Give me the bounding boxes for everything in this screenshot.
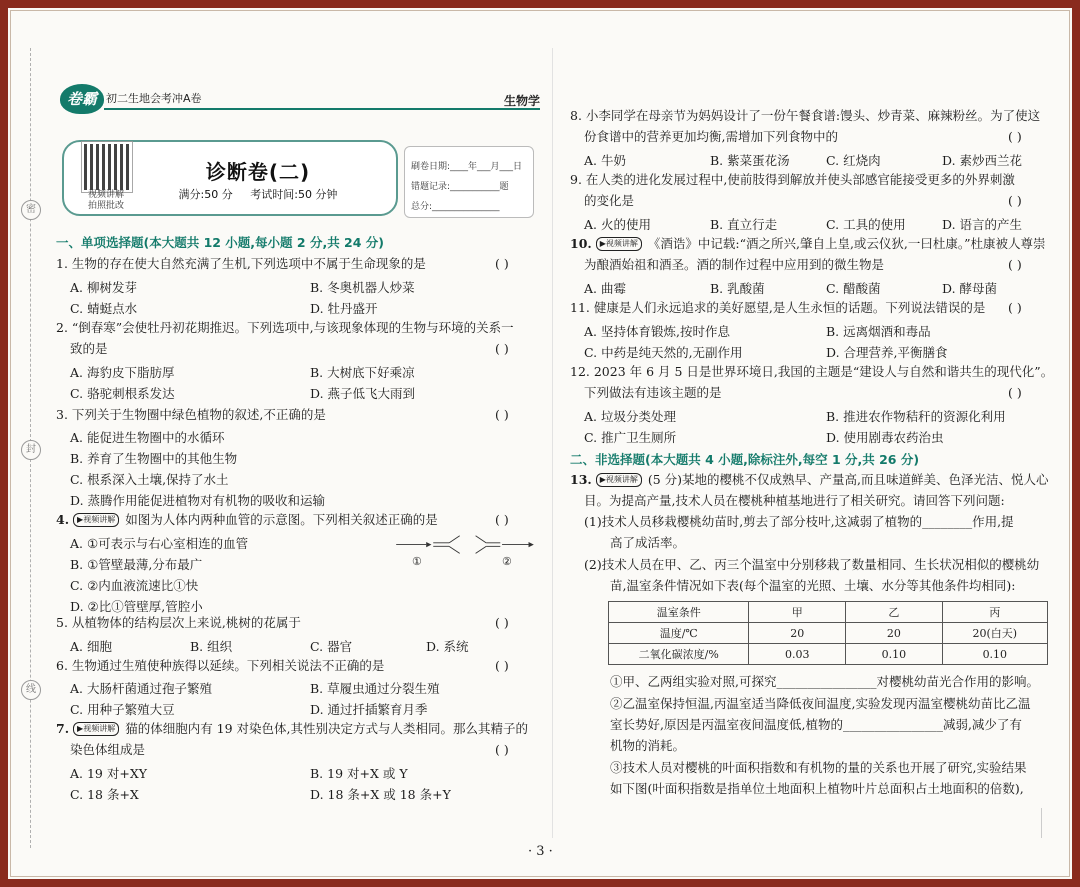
q7-answer-blank[interactable]: ( )	[495, 742, 509, 757]
page-title: 诊断卷(二)	[205, 160, 311, 184]
table-header-cell: 温室条件	[609, 602, 749, 623]
q8-stem-line-2: 份食谱中的营养更加均衡,需增加下列食物中的	[584, 129, 838, 144]
q12-stem-line-1: 12. 2023 年 6 月 5 日是世界环境日,我国的主题是“建设人与自然和谐共生的现代化”。	[570, 364, 1054, 379]
q13-sub2-line-3: 机物的消耗。	[610, 738, 686, 753]
q13-sub3-line-2: 如下图(叶面积指数是指单位土地面积上植物叶片总面积占土地面积的倍数),	[610, 781, 1024, 796]
q4-answer-blank[interactable]: ( )	[495, 512, 509, 527]
q13-number: 13.	[570, 472, 592, 487]
q9-option-b[interactable]: B. 直立行走	[710, 217, 778, 232]
q3-answer-blank[interactable]: ( )	[495, 407, 509, 422]
q13-sub3-line-1: ③技术人员对樱桃的叶面积指数和有机物的量的关系也开展了研究,实验结果	[610, 760, 1027, 775]
fold-mark	[1031, 808, 1042, 838]
greenhouse-table	[608, 601, 1048, 665]
q1-answer-blank[interactable]: ( )	[495, 256, 509, 271]
q5-option-d[interactable]: D. 系统	[426, 639, 469, 654]
video-explain-icon[interactable]: ▶视频讲解	[596, 473, 642, 487]
q3-option-c[interactable]: C. 根系深入土壤,保持了水土	[70, 472, 229, 487]
q1-option-a[interactable]: A. 柳树发芽	[70, 280, 137, 295]
q4-stem	[56, 510, 438, 530]
q1-stem: 1. 生物的存在使大自然充满了生机,下列选项中不属于生命现象的是	[56, 256, 426, 271]
q5-option-a[interactable]: A. 细胞	[70, 639, 112, 654]
q13-part1-line-1[interactable]: (1)技术人员移栽樱桃幼苗时,剪去了部分枝叶,这减弱了植物的________作用,提	[584, 514, 1014, 529]
q13-part2-line-2: 苗,温室条件情况如下表(每个温室的光照、土壤、水分等其他条件均相同):	[610, 578, 1016, 593]
q12-stem-line-2: 下列做法有违该主题的是	[584, 385, 722, 400]
q12-option-b[interactable]: B. 推进农作物秸秆的资源化利用	[826, 409, 1006, 424]
q6-answer-blank[interactable]: ( )	[495, 658, 509, 673]
table-row	[609, 623, 1048, 644]
q11-option-b[interactable]: B. 远离烟酒和毒品	[826, 324, 931, 339]
q7-stem-line-1	[56, 719, 528, 739]
q4-option-d[interactable]: D. ②比①管壁厚,管腔小	[70, 599, 203, 614]
q11-stem: 11. 健康是人们永远追求的美好愿望,是人生永恒的话题。下列说法错误的是	[570, 300, 986, 315]
record-total: 总分:_______________	[411, 202, 500, 212]
q13-part1-line-2: 高了成活率。	[610, 535, 686, 550]
table-cell: 二氧化碳浓度/%	[609, 644, 749, 665]
q5-option-c[interactable]: C. 器官	[310, 639, 353, 654]
table-cell: 0.10	[942, 644, 1047, 665]
q4-option-b[interactable]: B. ①管壁最薄,分布最广	[70, 557, 203, 572]
q9-answer-blank[interactable]: ( )	[1008, 193, 1022, 208]
q8-stem-line-1: 8. 小李同学在母亲节为妈妈设计了一份午餐食谱:馒头、炒青菜、麻辣粉丝。为了使这	[570, 108, 1041, 123]
q6-option-b[interactable]: B. 草履虫通过分裂生殖	[310, 681, 440, 696]
q9-stem-line-2: 的变化是	[584, 193, 635, 208]
q12-option-a[interactable]: A. 垃圾分类处理	[584, 409, 676, 424]
q2-option-d[interactable]: D. 燕子低飞大雨到	[310, 386, 416, 401]
section-1-title: 一、单项选择题(本大题共 12 小题,每小题 2 分,共 24 分)	[56, 235, 385, 250]
q8-answer-blank[interactable]: ( )	[1008, 129, 1022, 144]
q9-option-a[interactable]: A. 火的使用	[584, 217, 651, 232]
q11-answer-blank[interactable]: ( )	[1008, 300, 1022, 315]
q10-stem-line-2: 为酿酒始祖和酒圣。酒的制作过程中应用到的微生物是	[584, 257, 885, 272]
q4-option-c[interactable]: C. ②内血液流速比①快	[70, 578, 199, 593]
q12-option-d[interactable]: D. 使用剧毒农药治虫	[826, 430, 944, 445]
table-cell: 20	[846, 623, 943, 644]
brand-logo: 卷霸	[60, 84, 104, 114]
q10-option-c[interactable]: C. 醋酸菌	[826, 281, 881, 296]
record-box	[404, 146, 534, 218]
q6-option-c[interactable]: C. 用种子繁殖大豆	[70, 702, 175, 717]
q5-option-b[interactable]: B. 组织	[190, 639, 233, 654]
q11-option-a[interactable]: A. 坚持体育锻炼,按时作息	[584, 324, 730, 339]
series-title: 初二生地会考冲A卷	[106, 92, 202, 105]
q13-sub2-line-1: ②乙温室保持恒温,丙温室适当降低夜间温度,实验发现丙温室樱桃幼苗比乙温	[610, 696, 1031, 711]
q9-stem-line-1: 9. 在人类的进化发展过程中,使前肢得到解放并使头部感官能接受更多的外界刺激	[570, 172, 1015, 187]
q7-stem-line-2: 染色体组成是	[70, 742, 146, 757]
q4-number: 4.	[56, 512, 70, 527]
table-header-cell: 乙	[846, 602, 943, 623]
q7-stem-text: 猫的体细胞内有 19 对染色体,其性别决定方式与人类相同。那么其精子的	[125, 721, 529, 736]
q11-option-d[interactable]: D. 合理营养,平衡膳食	[826, 345, 948, 360]
q12-option-c[interactable]: C. 推广卫生厕所	[584, 430, 677, 445]
margin-mark-seal-2: 封	[21, 440, 41, 460]
q12-answer-blank[interactable]: ( )	[1008, 385, 1022, 400]
q2-stem-line-2: 致的是	[70, 341, 108, 356]
q7-number: 7.	[56, 721, 70, 736]
q1-option-b[interactable]: B. 冬奥机器人炒菜	[310, 280, 415, 295]
q13-intro-line-2: 目。为提高产量,技术人员在樱桃种植基地进行了相关研究。请回答下列问题:	[584, 493, 1005, 508]
q8-option-c[interactable]: C. 红烧肉	[826, 153, 881, 168]
q3-stem: 3. 下列关于生物圈中绿色植物的叙述,不正确的是	[56, 407, 326, 422]
figure-label-1: ①	[412, 555, 422, 568]
video-explain-icon[interactable]: ▶视频讲解	[596, 237, 642, 251]
q4-option-a[interactable]: A. ①可表示与右心室相连的血管	[70, 536, 249, 551]
q10-number: 10.	[570, 236, 592, 251]
q10-stem-line-1	[570, 234, 1046, 254]
q8-option-b[interactable]: B. 紫菜蛋花汤	[710, 153, 790, 168]
q9-option-d[interactable]: D. 语言的产生	[942, 217, 1023, 232]
q10-option-d[interactable]: D. 酵母菌	[942, 281, 998, 296]
q8-option-d[interactable]: D. 素炒西兰花	[942, 153, 1023, 168]
exam-time: 考试时间:50 分钟	[250, 188, 338, 201]
full-score: 满分:50 分	[178, 188, 233, 201]
table-cell: 0.10	[846, 644, 943, 665]
subject-label: 生物学	[503, 94, 540, 108]
q7-option-b[interactable]: B. 19 对+X 或 Y	[310, 766, 408, 781]
q10-option-b[interactable]: B. 乳酸菌	[710, 281, 765, 296]
table-header-cell: 甲	[749, 602, 846, 623]
q7-option-d[interactable]: D. 18 条+X 或 18 条+Y	[310, 787, 451, 802]
table-header-row	[609, 602, 1048, 623]
q2-option-c[interactable]: C. 骆驼刺根系发达	[70, 386, 175, 401]
record-date: 刷卷日期:____年___月___日	[411, 162, 523, 172]
score-info	[148, 186, 368, 202]
q13-sub1[interactable]: ①甲、乙两组实验对照,可探究________________对樱桃幼苗光合作用的影响。	[610, 674, 1039, 689]
q10-stem-text: 《酒诰》中记载:“酒之所兴,肇自上皇,或云仪狄,一曰杜康。”杜康被人尊崇	[647, 236, 1046, 251]
q13-part2-line-1: (2)技术人员在甲、乙、丙三个温室中分别移栽了数量相同、生长状况相似的樱桃幼	[584, 557, 1040, 572]
qr-caption-line-1: 视频讲解	[87, 190, 124, 200]
q1-option-d[interactable]: D. 牡丹盛开	[310, 301, 378, 316]
q6-stem: 6. 生物通过生殖使种族得以延续。下列相关说法不正确的是	[56, 658, 385, 673]
table-cell: 0.03	[749, 644, 846, 665]
margin-mark-seal: 密	[21, 200, 41, 220]
q3-option-b[interactable]: B. 养育了生物圈中的其他生物	[70, 451, 238, 466]
column-divider	[552, 48, 553, 838]
q2-option-b[interactable]: B. 大树底下好乘凉	[310, 365, 415, 380]
q7-option-a[interactable]: A. 19 对+XY	[70, 766, 147, 781]
qr-caption-line-2: 拍照批改	[87, 201, 124, 211]
q9-option-c[interactable]: C. 工具的使用	[826, 217, 906, 232]
q4-stem-text: 如图为人体内两种血管的示意图。下列相关叙述正确的是	[125, 512, 438, 527]
q13-intro-text: (5 分)某地的樱桃不仅成熟早、产量高,而且味道鲜美、色泽光洁、悦人心	[647, 472, 1049, 487]
q11-option-c[interactable]: C. 中药是纯天然的,无副作用	[584, 345, 743, 360]
q5-stem: 5. 从植物体的结构层次上来说,桃树的花属于	[56, 615, 301, 630]
table-cell: 温度/℃	[609, 623, 749, 644]
q3-option-a[interactable]: A. 能促进生物圈中的水循环	[70, 430, 225, 445]
qr-caption	[76, 190, 136, 212]
section-2-title: 二、非选择题(本大题共 4 小题,除标注外,每空 1 分,共 26 分)	[570, 452, 920, 467]
header-rule	[104, 108, 540, 110]
q6-option-a[interactable]: A. 大肠杆菌通过孢子繁殖	[70, 681, 212, 696]
q10-option-a[interactable]: A. 曲霉	[584, 281, 626, 296]
q2-stem-line-1: 2. “倒春寒”会使牡丹初花期推迟。下列选项中,与该现象体现的生物与环境的关系一	[56, 320, 514, 335]
table-header-cell: 丙	[942, 602, 1047, 623]
video-explain-icon[interactable]: ▶视频讲解	[73, 513, 119, 527]
q6-option-d[interactable]: D. 通过扦插繁育月季	[310, 702, 428, 717]
q8-option-a[interactable]: A. 牛奶	[584, 153, 626, 168]
q3-option-d[interactable]: D. 蒸腾作用能促进植物对有机物的吸收和运输	[70, 493, 326, 508]
page-number: · 3 ·	[528, 844, 553, 859]
q1-option-c[interactable]: C. 蜻蜓点水	[70, 301, 138, 316]
table-row	[609, 644, 1048, 665]
figure-label-2: ②	[502, 555, 512, 568]
page-header	[60, 80, 540, 120]
q10-answer-blank[interactable]: ( )	[1008, 257, 1022, 272]
q13-intro-line-1	[570, 470, 1049, 490]
q13-sub2-line-2[interactable]: 室长势好,原因是丙温室夜间温度低,植物的________________减弱,减少了有	[610, 717, 1022, 732]
table-cell: 20	[749, 623, 846, 644]
q7-option-c[interactable]: C. 18 条+X	[70, 787, 139, 802]
table-cell: 20(白天)	[942, 623, 1047, 644]
exam-page	[8, 8, 1072, 879]
record-errors: 错题记录:___________题	[411, 182, 509, 192]
blood-vessel-figure	[370, 534, 560, 564]
q5-answer-blank[interactable]: ( )	[495, 615, 509, 630]
q2-answer-blank[interactable]: ( )	[495, 341, 509, 356]
qr-code-icon[interactable]	[82, 142, 132, 192]
q2-option-a[interactable]: A. 海豹皮下脂肪厚	[70, 365, 175, 380]
margin-mark-line: 线	[21, 680, 41, 700]
video-explain-icon[interactable]: ▶视频讲解	[73, 722, 119, 736]
